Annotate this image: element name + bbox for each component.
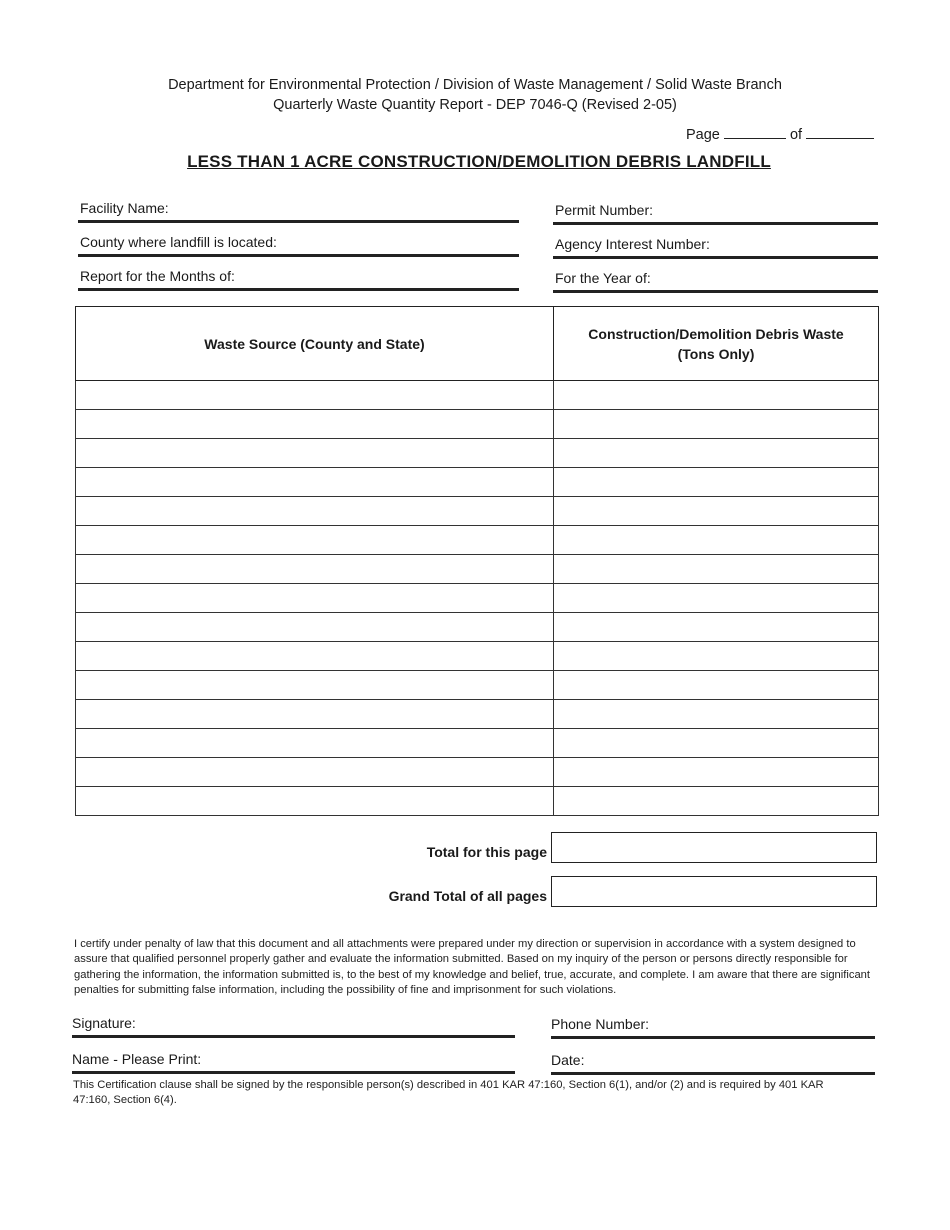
report-form-line: Quarterly Waste Quantity Report - DEP 7046-Q (Revised 2-05) <box>273 97 677 113</box>
year-label: For the Year of: <box>555 270 651 286</box>
waste-table <box>75 306 879 816</box>
phone-number-field[interactable] <box>551 1016 875 1039</box>
department-line: Department for Environmental Protection / Division of Waste Management / Solid Waste Branch <box>168 77 782 93</box>
table-row <box>76 613 879 642</box>
table-row <box>76 410 879 439</box>
grand-total-label: Grand Total of all pages <box>388 888 547 904</box>
table-header-row <box>76 307 879 381</box>
debris-tons-cell[interactable] <box>554 758 879 787</box>
department-header <box>0 75 950 115</box>
waste-source-cell[interactable] <box>76 497 554 526</box>
debris-tons-cell[interactable] <box>554 671 879 700</box>
waste-source-cell[interactable] <box>76 671 554 700</box>
debris-tons-cell[interactable] <box>554 555 879 584</box>
permit-number-field[interactable] <box>553 202 878 225</box>
agency-interest-field[interactable] <box>553 236 878 259</box>
debris-tons-header-line2: (Tons Only) <box>677 345 755 362</box>
table-row <box>76 584 879 613</box>
waste-source-cell[interactable] <box>76 468 554 497</box>
table-row <box>76 729 879 758</box>
waste-source-header: Waste Source (County and State) <box>76 307 554 381</box>
table-row <box>76 555 879 584</box>
county-field[interactable] <box>78 234 519 257</box>
debris-tons-cell[interactable] <box>554 381 879 410</box>
waste-source-cell[interactable] <box>76 758 554 787</box>
signature-label: Signature: <box>72 1015 136 1031</box>
waste-source-cell[interactable] <box>76 700 554 729</box>
agency-interest-label: Agency Interest Number: <box>555 236 710 252</box>
waste-source-cell[interactable] <box>76 555 554 584</box>
page-total-label: Total for this page <box>426 844 547 860</box>
report-months-label: Report for the Months of: <box>80 268 235 284</box>
page-number-area <box>686 124 874 143</box>
date-field[interactable] <box>551 1052 875 1075</box>
debris-tons-cell[interactable] <box>554 497 879 526</box>
page-total-input[interactable] <box>806 124 874 139</box>
county-label: County where landfill is located: <box>80 234 277 250</box>
table-row <box>76 439 879 468</box>
permit-number-label: Permit Number: <box>555 202 654 218</box>
waste-source-cell[interactable] <box>76 729 554 758</box>
debris-tons-cell[interactable] <box>554 613 879 642</box>
debris-tons-cell[interactable] <box>554 584 879 613</box>
year-field[interactable] <box>553 270 878 293</box>
table-row <box>76 381 879 410</box>
debris-tons-cell[interactable] <box>554 700 879 729</box>
facility-name-label: Facility Name: <box>80 200 169 216</box>
waste-table-body <box>76 381 879 816</box>
table-row <box>76 787 879 816</box>
certification-footnote: This Certification clause shall be signed by the responsible person(s) described in 401 KAR 47:160, Section 6(1), and/or (2) and is required by 401 KAR 47:160, Section 6(4). <box>73 1079 824 1106</box>
page-label: Page <box>686 127 720 143</box>
report-months-field[interactable] <box>78 268 519 291</box>
debris-tons-cell[interactable] <box>554 787 879 816</box>
date-label: Date: <box>551 1052 585 1068</box>
debris-tons-cell[interactable] <box>554 439 879 468</box>
page-number-input[interactable] <box>724 124 786 139</box>
waste-source-cell[interactable] <box>76 642 554 671</box>
debris-tons-header <box>554 307 879 381</box>
debris-tons-cell[interactable] <box>554 410 879 439</box>
debris-tons-cell[interactable] <box>554 468 879 497</box>
facility-name-field[interactable] <box>78 200 519 223</box>
of-label: of <box>789 127 803 143</box>
printed-name-field[interactable] <box>72 1051 515 1074</box>
signature-field[interactable] <box>72 1015 515 1038</box>
table-row <box>76 468 879 497</box>
waste-source-cell[interactable] <box>76 410 554 439</box>
table-row <box>76 526 879 555</box>
form-title: LESS THAN 1 ACRE CONSTRUCTION/DEMOLITION DEBRIS LANDFILL <box>187 152 771 171</box>
waste-source-cell[interactable] <box>76 787 554 816</box>
waste-source-cell[interactable] <box>76 526 554 555</box>
table-row <box>76 700 879 729</box>
certification-statement: I certify under penalty of law that this document and all attachments were prepared under my direction or supervision in accordance with a system designed to assure that qualified personnel properly gather and evaluate the information submitted. Based on my inquiry of the person or persons directly responsible for gathering the information, the information submitted is, to the best of my knowledge and belief, true, accurate, and complete. I am aware that there are significant penalties for submitting false information, including the possibility of fine and imprisonment for such violations. <box>74 938 870 997</box>
page-total-input[interactable] <box>551 832 877 863</box>
table-row <box>76 497 879 526</box>
debris-tons-cell[interactable] <box>554 729 879 758</box>
waste-source-cell[interactable] <box>76 381 554 410</box>
waste-source-cell[interactable] <box>76 584 554 613</box>
grand-total-input[interactable] <box>551 876 877 907</box>
table-row <box>76 671 879 700</box>
phone-number-label: Phone Number: <box>551 1016 650 1032</box>
waste-source-cell[interactable] <box>76 613 554 642</box>
printed-name-label: Name - Please Print: <box>72 1051 202 1067</box>
debris-tons-header-line1: Construction/Demolition Debris Waste <box>588 325 844 342</box>
table-row <box>76 758 879 787</box>
waste-source-cell[interactable] <box>76 439 554 468</box>
debris-tons-cell[interactable] <box>554 526 879 555</box>
debris-tons-cell[interactable] <box>554 642 879 671</box>
table-row <box>76 642 879 671</box>
